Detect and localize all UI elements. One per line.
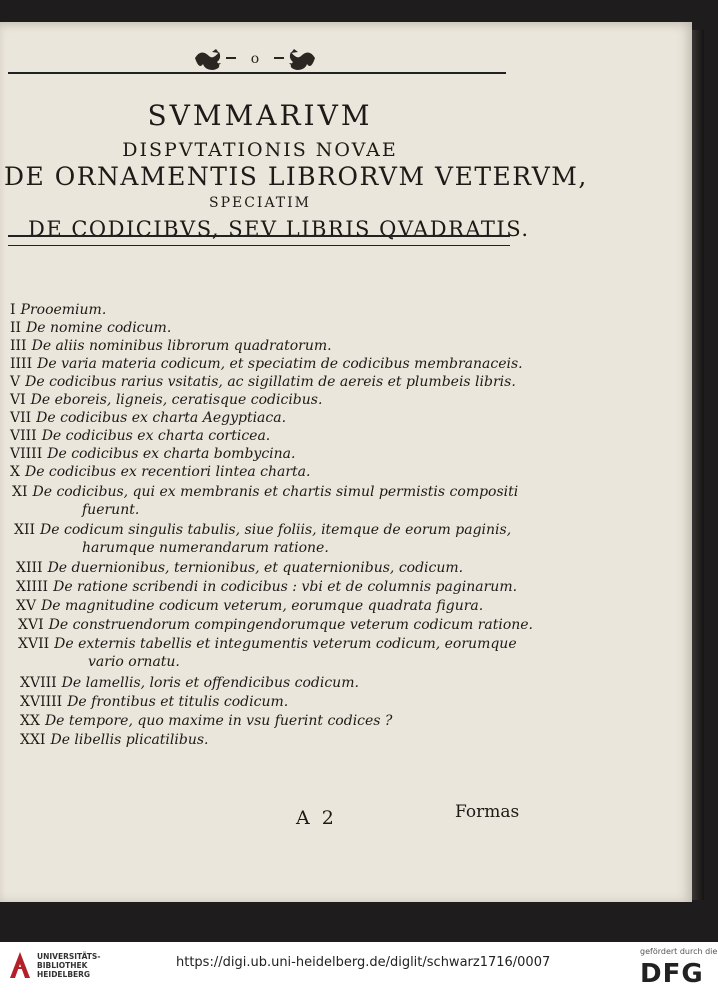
ornament-icon [190, 46, 320, 70]
toc-item: XV De magnitudine codicum veterum, eorumque quadrata figura. [16, 598, 484, 614]
toc-item: VII De codicibus ex charta Aegyptiaca. [10, 410, 287, 426]
toc-item: XIIII De ratione scribendi in codicibus : vbi et de columnis paginarum. [16, 579, 518, 595]
dfg-logo[interactable]: DFG [640, 959, 704, 989]
toc-item-continuation: fuerunt. [82, 502, 140, 518]
title-line-2: DISPVTATIONIS NOVAE [122, 139, 398, 161]
toc-item: XIII De duernionibus, ternionibus, et quaternionibus, codicum. [16, 560, 464, 576]
toc-item: XX De tempore, quo maxime in vsu fuerint codices ? [20, 713, 393, 729]
toc-item: XXI De libellis plicatilibus. [20, 732, 209, 748]
header-rule-top [8, 72, 506, 74]
toc-item: XVIII De lamellis, loris et offendicibus codicum. [20, 675, 359, 691]
toc-item: I Prooemium. [10, 302, 107, 318]
library-name-line-1: UNIVERSITÄTS- [37, 952, 101, 961]
toc-item: II De nomine codicum. [10, 320, 172, 336]
library-name [37, 952, 100, 979]
toc-item: XII De codicum singulis tabulis, siue foliis, itemque de eorum paginis, [14, 522, 512, 538]
toc-item-continuation: vario ornatu. [88, 654, 180, 670]
funder-caption: gefördert durch die [640, 947, 718, 956]
library-name-line-3: HEIDELBERG [37, 970, 91, 979]
toc-item: IIII De varia materia codicum, et speciatim de codicibus membranaceis. [10, 356, 523, 372]
toc-item: V De codicibus rarius vsitatis, ac sigillatim de aereis et plumbeis libris. [10, 374, 516, 390]
page-edge-shadow [692, 30, 704, 900]
toc-item: XVII De externis tabellis et integumentis veterum codicum, eorumque [18, 636, 517, 652]
title-line-4: SPECIATIM [208, 195, 312, 211]
university-library-logo-icon[interactable] [8, 950, 32, 980]
viewer-footer [0, 942, 718, 993]
toc-item: VIII De codicibus ex charta corticea. [10, 428, 271, 444]
catchword: Formas [455, 802, 520, 822]
title-line-5: DE CODICIBVS, SEV LIBRIS QVADRATIS. [28, 217, 530, 241]
toc-item: XVIIII De frontibus et titulis codicum. [20, 694, 289, 710]
header-rule-1 [8, 235, 510, 237]
toc-item: XI De codicibus, qui ex membranis et chartis simul permistis compositi [12, 484, 519, 500]
toc-item: III De aliis nominibus librorum quadratorum. [10, 338, 332, 354]
book-page [0, 22, 692, 902]
page-url-link[interactable]: https://digi.ub.uni-heidelberg.de/diglit/schwarz1716/0007 [176, 955, 551, 970]
ornament-center: o [250, 51, 260, 67]
toc-item: XVI De construendorum compingendorumque veterum codicum ratione. [18, 617, 534, 633]
title-line-3: DE ORNAMENTIS LIBRORVM VETERVM, [4, 162, 588, 191]
toc-item: VIIII De codicibus ex charta bombycina. [10, 446, 296, 462]
library-name-line-2: BIBLIOTHEK [37, 961, 88, 970]
signature-mark: A 2 [296, 807, 337, 829]
title-line-1: SVMMARIVM [147, 99, 373, 132]
toc-item: X De codicibus ex recentiori lintea charta. [10, 464, 311, 480]
toc-item: VI De eboreis, ligneis, ceratisque codicibus. [10, 392, 323, 408]
toc-item-continuation: harumque numerandarum ratione. [82, 540, 329, 556]
header-rule-2 [8, 245, 510, 246]
